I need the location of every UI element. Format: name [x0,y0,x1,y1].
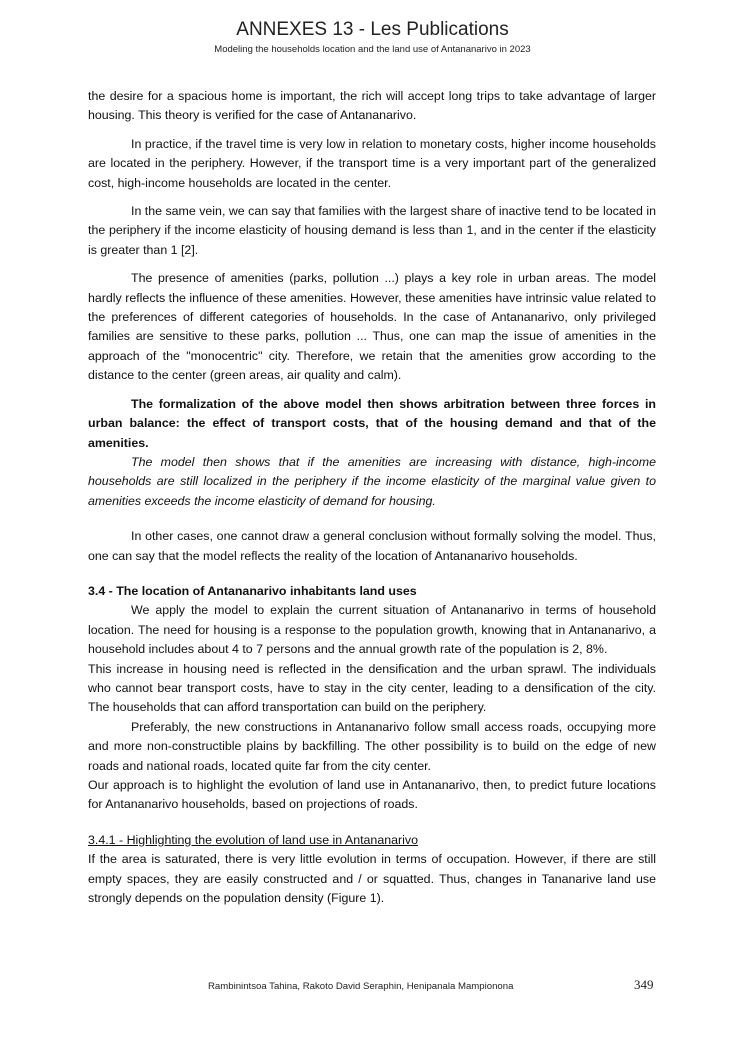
page-number: 349 [634,977,654,992]
subsection-heading: 3.4.1 - Highlighting the evolution of land use in Antananarivo [88,832,418,847]
paragraph: Our approach is to highlight the evolution of land use in Antananarivo, then, to predict future locations for Antananarivo households, based on projections of roads. [88,778,656,812]
paragraph: In other cases, one cannot draw a general conclusion without formally solving the model. Thus, one can say that the model reflects the reality of the location of Antananarivo households. [88,529,656,563]
section-heading: 3.4 - The location of Antananarivo inhabitants land uses [88,583,417,598]
paragraph: If the area is saturated, there is very little evolution in terms of occupation. However, if there are still empty spaces, they are easily constructed and / or squatted. Thus, changes in Tananarive land use strongly depends on the population density (Figure 1). [88,852,656,906]
italic-paragraph: The model then shows that if the amenities are increasing with distance, high-income households are still localized in the periphery if the income elasticity of the marginal value given to amenities exceeds the income elasticity of demand for housing. [88,454,656,508]
footer-authors: Rambinintsoa Tahina, Rakoto David Seraphin, Henipanala Mampionona [208,981,514,992]
paragraph: The presence of amenities (parks, pollution ...) plays a key role in urban areas. The model hardly reflects the influence of these amenities. However, these amenities have intrinsic value related to the preferences of different categories of households. In the case of Antananarivo, only privileged families are sensitive to these parks, pollution ... Thus, one can map the issue of amenities in the approach of the "monocentric" city. Therefore, we retain that the amenities grow according to the distance to the center (green areas, air quality and calm). [88,271,656,383]
paragraph: In the same vein, we can say that families with the largest share of inactive tend to be located in the periphery if the income elasticity of housing demand is less than 1, and in the center if the elasticity is greater than 1 [2]. [88,204,656,257]
paragraph: Preferably, the new constructions in Antananarivo follow small access roads, occupying more and more non-constructible plains by backfilling. The other possibility is to build on the edge of new roads and national roads, located quite far from the city center. [88,719,656,773]
page-subtitle: Modeling the households location and the land use of Antananarivo in 2023 [214,44,531,55]
paragraph: We apply the model to explain the current situation of Antananarivo in terms of household location. The need for housing is a response to the population growth, knowing that in Antananarivo, a household includes about 4 to 7 persons and the annual growth rate of the population is 2, 8%. [88,603,656,657]
bold-paragraph: The formalization of the above model then shows arbitration between three forces in urban balance: the effect of transport costs, that of the housing demand and that of the amenities. [88,396,656,450]
paragraph: This increase in housing need is reflected in the densification and the urban sprawl. The individuals who cannot bear transport costs, have to stay in the city center, leading to a densification of the city. The households that can afford transportation can build on the periphery. [88,661,656,715]
body-text [88,87,656,908]
paragraph: In practice, if the travel time is very low in relation to monetary costs, higher income households are located in the periphery. However, if the transport time is a very important part of the generalized cost, high-income households are located in the center. [88,136,656,190]
paragraph: the desire for a spacious home is important, the rich will accept long trips to take advantage of larger housing. This theory is verified for the case of Antananarivo. [88,89,656,123]
page-title: ANNEXES 13 - Les Publications [236,19,509,40]
